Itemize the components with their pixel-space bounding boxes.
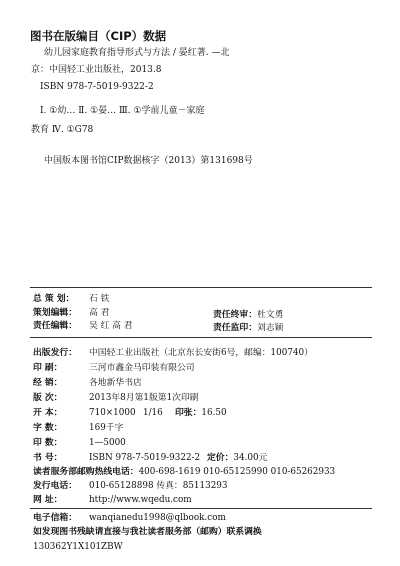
- word-count-value: 169千字: [89, 423, 124, 433]
- format-fold: 1/16: [143, 408, 163, 418]
- row-email: [33, 512, 226, 524]
- cip-publisher-line: 京：中国轻工业出版社，2013.8: [31, 65, 162, 75]
- row-chief-planner: [33, 293, 109, 305]
- cip-title-line: 幼儿园家庭教育指导形式与方法 / 晏红著. —北: [44, 48, 230, 58]
- row-format: [33, 407, 227, 419]
- sales-phone-label: 发行电话：: [33, 481, 77, 491]
- cip-record-number: 中国版本图书馆CIP数据核字（2013）第131698号: [44, 156, 253, 166]
- word-count-label: 字 数：: [33, 423, 63, 433]
- cip-isbn-line: ISBN 978-7-5019-9322-2: [40, 82, 154, 92]
- planning-editor-value: 高 君: [89, 308, 110, 318]
- row-printer: [33, 362, 195, 374]
- sheets-label: 印张：: [175, 408, 202, 418]
- sheets-value: 16.50: [201, 408, 227, 418]
- final-review-value: 杜文勇: [257, 310, 284, 320]
- printer-value: 三河市鑫金马印装有限公司: [89, 363, 195, 373]
- print-supervisor-label: 责任监印：: [213, 323, 257, 333]
- row-planning-editor: [33, 307, 109, 319]
- cip-classification-line-2: 教育 Ⅳ. ①G78: [31, 125, 94, 135]
- print-run-label: 印 数：: [33, 438, 63, 448]
- publisher-value: 中国轻工业出版社（北京东长安街6号，邮编：100740）: [89, 348, 313, 358]
- defect-notice: 如发现图书残缺请直接与我社读者服务部（邮购）联系调换: [33, 527, 262, 537]
- chief-planner-value: 石 铁: [89, 294, 110, 304]
- email-value: wanqianedu1998@qlbook.com: [89, 513, 226, 523]
- print-supervisor-value: 刘志颖: [257, 323, 284, 333]
- planning-editor-label: 策划编辑：: [33, 308, 77, 318]
- edition-value: 2013年8月第1版第1次印刷: [89, 393, 199, 403]
- row-sales-phone: [33, 480, 228, 492]
- sales-phone-value: 010-65128898 传真：85113293: [89, 481, 228, 491]
- row-isbn: [33, 452, 267, 464]
- distributor-value: 各地新华书店: [89, 378, 142, 388]
- cip-title: 图书在版编目（CIP）数据: [30, 29, 167, 43]
- price-value: 34.00元: [233, 453, 268, 463]
- row-distributor: [33, 377, 142, 389]
- isbn-label: 书 号：: [33, 453, 63, 463]
- print-run-value: 1—5000: [89, 438, 126, 448]
- final-review: [213, 307, 283, 320]
- divider-bottom: [30, 508, 372, 509]
- print-supervisor: [213, 320, 283, 333]
- row-word-count: [33, 422, 123, 434]
- divider-top: [30, 287, 372, 288]
- row-hotline: [33, 466, 335, 478]
- isbn-value: ISBN 978-7-5019-9322-2: [89, 453, 201, 463]
- edition-label: 版 次：: [33, 393, 63, 403]
- website-value: http://www.wqedu.com: [89, 495, 192, 505]
- product-code: 130362Y1X101ZBW: [33, 542, 123, 552]
- email-label: 电子信箱：: [33, 513, 77, 523]
- cip-classification-line: Ⅰ. ①幼… Ⅱ. ①晏… Ⅲ. ①学前儿童－家庭: [40, 106, 205, 116]
- row-responsible-editor: [33, 320, 133, 332]
- distributor-label: 经 销：: [33, 378, 63, 388]
- row-edition: [33, 392, 199, 404]
- responsible-editor-label: 责任编辑：: [33, 321, 77, 331]
- format-label: 开 本：: [33, 408, 63, 418]
- final-review-label: 责任终审：: [213, 310, 257, 320]
- hotline-label: 读者服务部邮购热线电话：: [33, 467, 139, 477]
- website-label: 网 址：: [33, 495, 63, 505]
- price-label: 定价：: [207, 453, 234, 463]
- chief-planner-label: 总 策 划：: [33, 294, 75, 304]
- row-print-run: [33, 437, 126, 449]
- format-value: 710×1000: [89, 408, 136, 418]
- divider-middle: [30, 337, 372, 338]
- printer-label: 印 刷：: [33, 363, 63, 373]
- row-website: [33, 494, 192, 506]
- publisher-label: 出版发行：: [33, 348, 77, 358]
- responsible-editor-value: 吴 红 高 君: [89, 321, 133, 331]
- row-publisher: [33, 347, 313, 359]
- hotline-value: 400-698-1619 010-65125990 010-65262933: [138, 467, 336, 477]
